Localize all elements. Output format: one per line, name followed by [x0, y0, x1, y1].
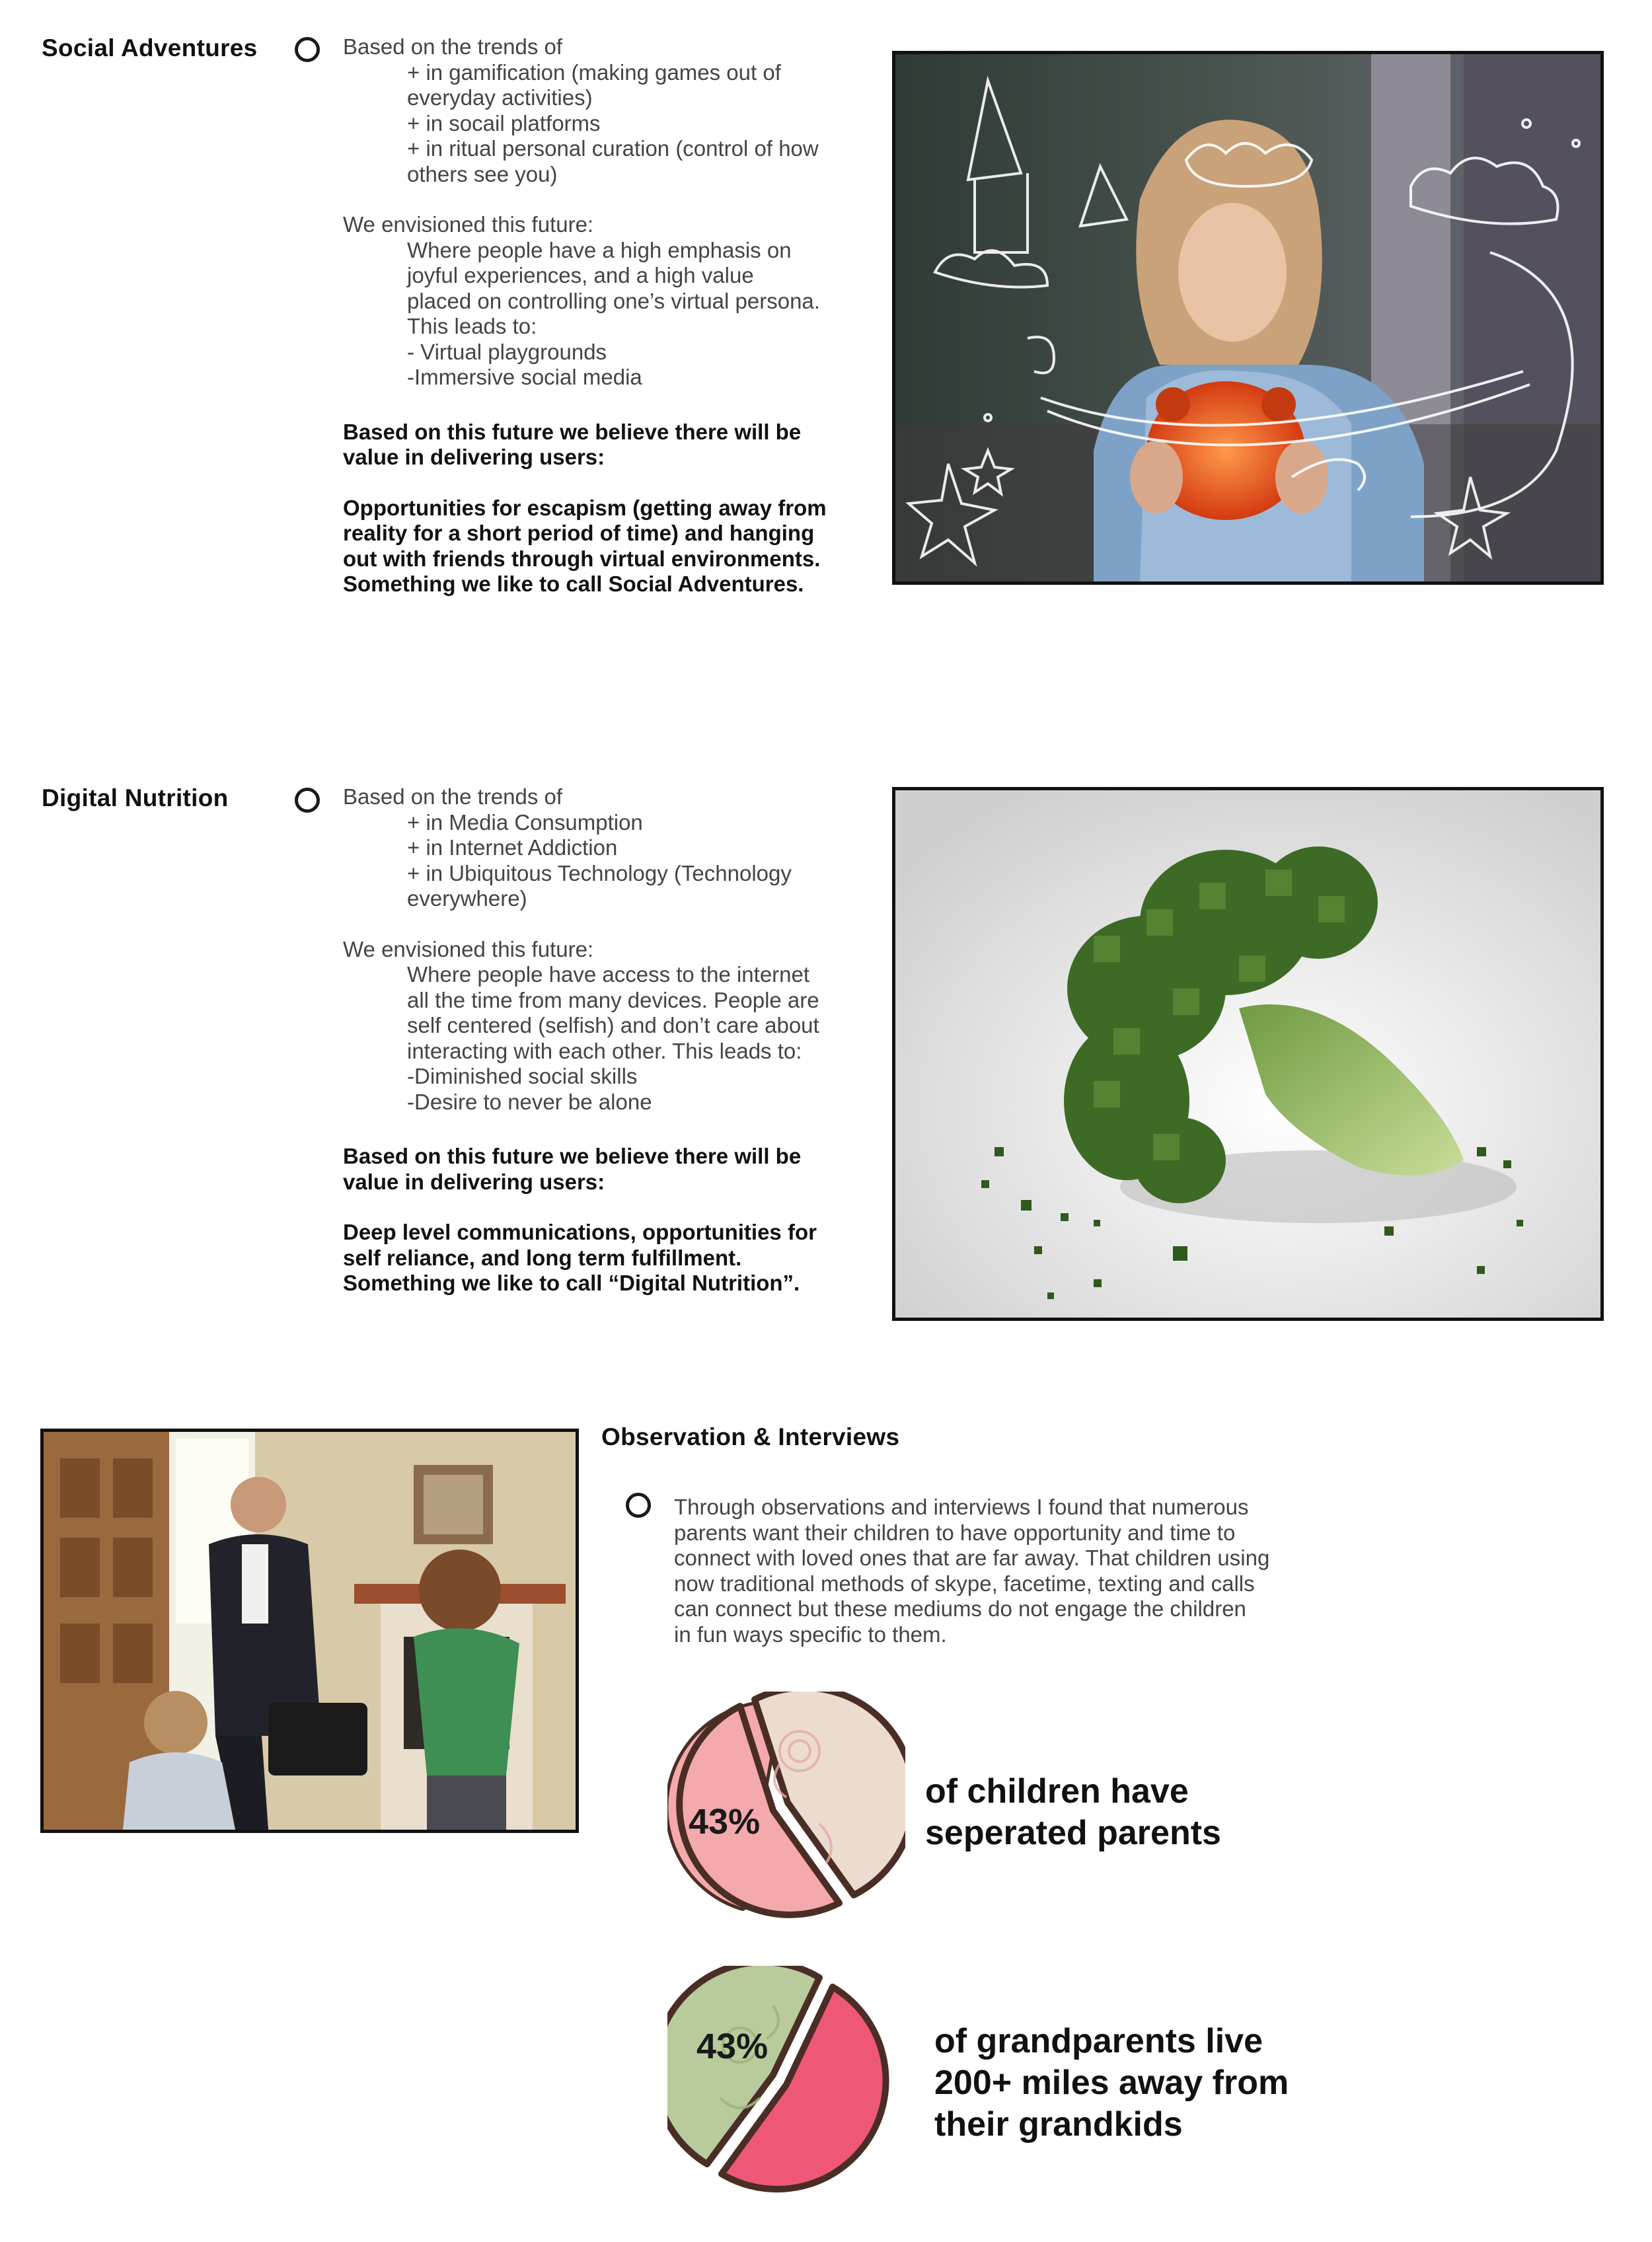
value-line: Based on this future we believe there will be: [343, 1144, 802, 1168]
future-line: joyful experiences, and a high value: [407, 263, 754, 287]
conclusion-line: Something we like to call “Digital Nutrition”.: [343, 1271, 800, 1295]
pixel-broccoli-photo: [892, 787, 1604, 1321]
future-line: Where people have a high emphasis on: [407, 237, 792, 262]
trends-intro: Based on the trends of: [343, 784, 563, 809]
conclusion-line: self reliance, and long term fulfillment.: [343, 1245, 742, 1270]
value-line: Based on this future we believe there will be: [343, 419, 802, 444]
trend-line: others see you): [407, 161, 558, 186]
trend-line: + in ritual personal curation (control of how: [407, 136, 819, 161]
pie-percent-label: 43%: [696, 2027, 769, 2066]
observation-text: [674, 1495, 1374, 1647]
stat-children-description: [925, 1771, 1221, 1854]
future-line: - Virtual playgrounds: [407, 339, 607, 364]
stat-grandparents-description: [934, 2021, 1289, 2146]
girl-fantasy-illustration: [895, 54, 1600, 581]
future-line: -Immersive social media: [407, 365, 642, 389]
section-title-observation: Observation & Interviews: [601, 1423, 900, 1450]
value-line: value in delivering users:: [343, 1169, 605, 1194]
pie-percent-label: 43%: [689, 1802, 761, 1842]
girl-fantasy-photo: [892, 51, 1604, 585]
future-line: placed on controlling one’s virtual persona.: [407, 288, 820, 313]
conclusion-line: Deep level communications, opportunities for: [343, 1220, 817, 1244]
future-line: self centered (selfish) and don’t care about: [407, 1013, 819, 1037]
observation-line: in fun ways specific to them.: [674, 1622, 947, 1647]
value-line: value in delivering users:: [343, 445, 605, 469]
social-adventures-text: [343, 34, 885, 597]
observation-line: can connect but these mediums do not engage the children: [674, 1596, 1246, 1621]
conclusion-line: reality for a short period of time) and hanging: [343, 521, 815, 545]
trend-line: everyday activities): [407, 85, 593, 110]
trend-line: + in Ubiquitous Technology (Technology: [407, 860, 792, 885]
future-line: -Diminished social skills: [407, 1064, 638, 1088]
trend-line: + in socail platforms: [407, 110, 601, 135]
observation-line: connect with loved ones that are far away. That children using: [674, 1546, 1270, 1570]
circle-bullet-icon: [626, 1493, 651, 1518]
future-line: all the time from many devices. People are: [407, 987, 819, 1012]
conclusion-line: Opportunities for escapism (getting away from: [343, 495, 827, 520]
pixel-broccoli-illustration: [895, 790, 1600, 1318]
future-line: This leads to:: [407, 314, 537, 338]
family-doorway-photo: [40, 1429, 579, 1833]
stat-line: their grandkids: [934, 2105, 1183, 2144]
future-intro: We envisioned this future:: [343, 212, 594, 237]
future-line: -Desire to never be alone: [407, 1089, 652, 1114]
trend-line: + in Media Consumption: [407, 809, 643, 835]
section-title-digital-nutrition: Digital Nutrition: [42, 784, 229, 811]
trend-line: everywhere): [407, 886, 527, 911]
circle-bullet-icon: [295, 788, 320, 813]
trend-line: + in Internet Addiction: [407, 835, 618, 860]
conclusion-line: out with friends through virtual environments.: [343, 546, 821, 571]
stat-line: of grandparents live: [934, 2022, 1263, 2060]
trend-line: + in gamification (making games out of: [407, 59, 781, 85]
observation-line: Through observations and interviews I found that numerous: [674, 1495, 1249, 1519]
pie-chart-children-full: [667, 1692, 905, 1929]
future-line: interacting with each other. This leads to:: [407, 1038, 802, 1063]
stat-line: of children have: [925, 1772, 1189, 1811]
pie-chart-grandparents: [667, 1966, 905, 2204]
circle-bullet-icon: [295, 37, 320, 62]
future-line: Where people have access to the internet: [407, 962, 810, 987]
future-intro: We envisioned this future:: [343, 936, 594, 961]
section-title-social-adventures: Social Adventures: [42, 34, 258, 61]
stat-line: seperated parents: [925, 1814, 1221, 1852]
conclusion-line: Something we like to call Social Adventures.: [343, 572, 804, 596]
digital-nutrition-text: [343, 784, 885, 1296]
observation-line: parents want their children to have opportunity and time to: [674, 1520, 1236, 1545]
stat-line: 200+ miles away from: [934, 2064, 1289, 2102]
trends-intro: Based on the trends of: [343, 34, 563, 59]
family-doorway-illustration: [44, 1432, 576, 1830]
observation-line: now traditional methods of skype, facetime, texting and calls: [674, 1571, 1255, 1596]
